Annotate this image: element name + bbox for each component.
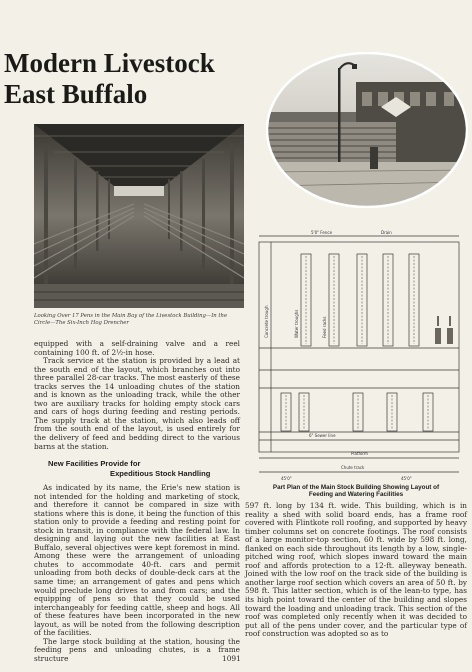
page-number: 1091 (222, 654, 241, 663)
section-heading-line-2: Expeditious Stock Handling (110, 469, 211, 478)
hog-drencher-photo (266, 52, 468, 208)
photo-caption-line-2: Circle—The Six-Inch Hog Drencher (34, 320, 129, 326)
plan-label-drain: Drain (381, 230, 392, 235)
photo-caption-line-1: Looking Over 17 Pens in the Main Bay of the Livestock Building—In the (34, 313, 228, 319)
paragraph: Track service at the station is provided by a lead at the south end of the layout, which branches out into three parallel 28-car tracks. The most easterly of these tracks serves the 14 unloading chutes of the station and is known as the unloading track, while the other two are auxiliary tracks for holding empty stock cars and cars of hogs during feeding and resting periods. The supply track at the station, which also leads off from the south end of the layout, is used entirely for the delivery of feed and bedding direct to the various barns at the station. (34, 356, 240, 451)
paragraph: equipped with a self-draining valve and a reel containing 100 ft. of 2½-in hose. (34, 339, 240, 357)
stock-building-plan-drawing (251, 228, 467, 482)
paragraph: 597 ft. long by 134 ft. wide. This building, which is in reality a shed with solid board ends, has a frame roof covered with Flintkote roll roofing, and supported by heavy timber columns set on concrete footings. The roof consists of a large monitor-top section, 60 ft. wide by 598 ft. long, flanked on each side throughout its length by a low, single-pitched wing roof, which slopes inward toward the main roof and affords protection to a 12-ft. alleyway beneath. Joined with the low roof on the track side of the building is another large roof section which covers an area of 50 ft. by 598 ft. This latter section, which is of the lean-to type, has its high point toward the center of the building and slopes toward the loading and unloading track. This section of the roof was completed only recently when it was decided to put all of the pens under cover, and the particular type of roof construction was adopted so as to (245, 501, 467, 639)
plan-label-concrete-trough: Concrete trough (264, 305, 269, 338)
plan-label-dimension: 45'0" (281, 476, 292, 481)
plan-caption-line-1: Part Plan of the Main Stock Building Showing Layout of (272, 484, 440, 491)
plan-label-sewer: 6" Sewer line (309, 433, 336, 438)
title-line-2: East Buffalo (4, 79, 148, 109)
paragraph: As indicated by its name, the Erie's new station is not intended for the holding and marketing of stock, and therefore it cannot be compared in size with stations where this is done, it being the function of this station only to provide a feeding and resting point for stock in transit, in compliance with the federal law. In designing and laying out the new facilities at East Buffalo, several objectives were kept foremost in mind. Among these were the arrangement of unloading chutes to accommodate 40-ft. cars and permit unloading from both decks of double-deck cars at the same time; an arrangement of gates and pens which would preclude long drives to and from cars; and the equipping of pens so that they could be used interchangeably for feeding cattle, sheep and hogs. All of these features have been incorporated in the new layout, as will be noted from the following description of the facilities. (34, 483, 240, 638)
paragraph: The large stock building at the station, housing the feeding pens and unloading chutes, is a frame structure (34, 636, 240, 663)
article-title (4, 48, 215, 110)
photo-caption (34, 313, 248, 327)
plan-caption-line-2: Feeding and Watering Facilities (308, 491, 404, 499)
plan-label-chute-track: Chute track (341, 465, 365, 470)
left-column-lower (34, 484, 240, 663)
section-heading-line-1: New Facilities Provide for (48, 459, 141, 468)
plan-label-feed-racks: Feed racks (322, 316, 327, 338)
plan-label-fence: 5'0" Fence (311, 230, 333, 235)
plan-caption (244, 484, 468, 499)
left-column-upper (34, 340, 240, 451)
plan-label-platform: Platform (351, 451, 368, 456)
title-line-1: Modern Livestock (4, 48, 215, 78)
plan-label-dimension: 45'0" (401, 476, 412, 481)
livestock-pens-photo (34, 124, 244, 308)
right-column (245, 502, 467, 639)
plan-label-water-troughs: Water troughs (294, 309, 299, 338)
